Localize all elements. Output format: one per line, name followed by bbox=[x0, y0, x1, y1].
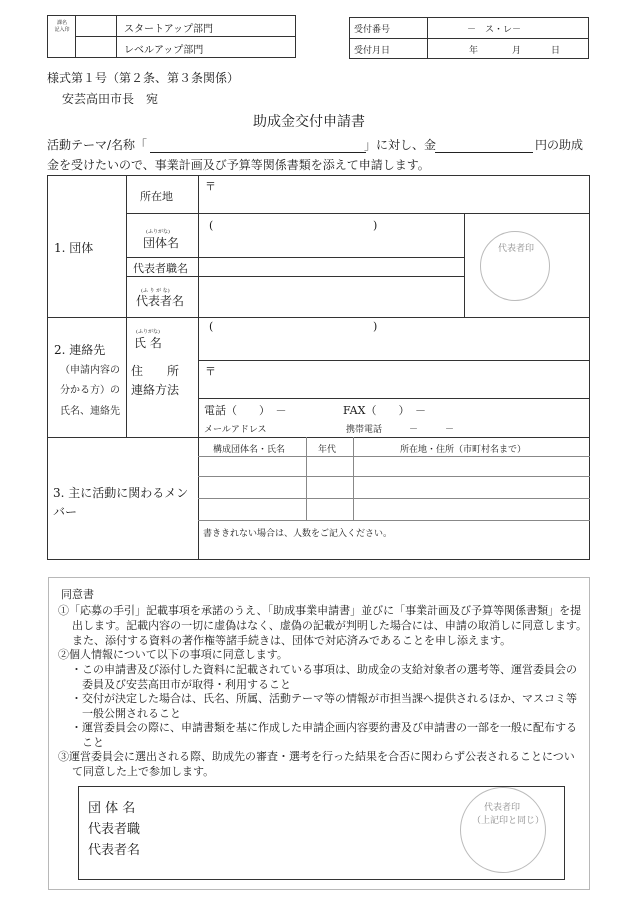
yen-text: 円の助成 bbox=[535, 138, 584, 152]
consent-title: 同意書 bbox=[61, 588, 94, 601]
consent-seal-label: 代表者印 bbox=[484, 803, 521, 813]
sig-org-label: 団 体 名 bbox=[88, 801, 136, 816]
sig-org-input[interactable] bbox=[150, 796, 446, 814]
consent-seal-sub: （上記印と同じ） bbox=[472, 816, 545, 826]
members-row-2[interactable] bbox=[199, 477, 589, 497]
consent-p3-l1: ③運営委員会に選出される際、助成先の審査・選考を行った結果を合否に関わらず公表されることについ bbox=[58, 750, 575, 763]
contact-name-label: 氏 名 bbox=[134, 336, 162, 350]
reception-number-label: 受付番号 bbox=[354, 25, 391, 35]
contact-name-input[interactable] bbox=[202, 337, 586, 357]
section2-sub2: 分かる方）の bbox=[60, 385, 120, 396]
reception-date-label: 受付月日 bbox=[354, 46, 391, 56]
checkbox-levelup[interactable] bbox=[78, 39, 114, 55]
addressee: 安芸高田市長 宛 bbox=[62, 92, 159, 106]
sig-name-input[interactable] bbox=[150, 838, 446, 856]
consent-p1-l3: また、添付する資料の著作権等諸手続きは、団体で対応済みであることを申し添えます。 bbox=[72, 634, 512, 647]
tel-field[interactable]: 電話（ ） － bbox=[204, 404, 287, 417]
contact-paren-open: ( bbox=[209, 320, 214, 333]
consent-p1-l1: ①「応募の手引」記載事項を承諾のうえ、「助成事業申請書」並びに「事業計画及び予算等関係書類」を提 bbox=[58, 604, 582, 617]
stamp-label: 課名 記入印 bbox=[54, 20, 70, 33]
members-note: 書ききれない場合は、人数をご記入ください。 bbox=[203, 529, 393, 539]
contact-address-input[interactable] bbox=[218, 363, 586, 395]
consent-b3-l2: こと bbox=[82, 736, 104, 749]
postal-mark-1: 〒 bbox=[205, 180, 216, 193]
reception-number-value: － ス・レ－ bbox=[467, 25, 522, 35]
consent-b3-l1: ・運営委員会の際に、申請書類を基に作成した申請企画内容要約書及び申請書の一部を一般に配布する bbox=[71, 721, 577, 734]
consent-b1-l2: 委員及び安芸高田市が取得・利用すること bbox=[82, 678, 291, 691]
org-name-input[interactable] bbox=[202, 236, 460, 254]
section3-heading-2: バー bbox=[53, 505, 78, 519]
dept-startup: スタートアップ部門 bbox=[124, 24, 213, 35]
consent-b2-l2: 一般公開されること bbox=[82, 707, 181, 720]
contact-paren-close: ) bbox=[373, 320, 378, 333]
section1-heading: 1. 団体 bbox=[54, 241, 94, 255]
contact-address-label: 住 所 bbox=[131, 364, 180, 378]
org-name-ruby: (ふりがな) bbox=[146, 229, 170, 235]
consent-p1-l2: 出します。記載内容の一切に虚偽はなく、虚偽の記載が判明した場合には、申請の取消しに同意します。 bbox=[72, 619, 588, 632]
members-col-address: 所在地・住所（市町村名まで） bbox=[400, 445, 527, 455]
reception-month: 月 bbox=[512, 46, 522, 56]
intro-line2: 金を受けたいので、事業計画及び予算等関係書類を添えて申請します。 bbox=[47, 158, 430, 172]
theme-close: 」に対し、金 bbox=[364, 138, 437, 152]
section2-sub3: 氏名、連絡先 bbox=[60, 406, 120, 417]
org-name-paren-close: ) bbox=[373, 219, 378, 232]
sig-title-label: 代表者職 bbox=[88, 822, 141, 837]
members-row-3[interactable] bbox=[199, 499, 589, 519]
contact-method-label: 連絡方法 bbox=[131, 383, 180, 397]
dept-levelup: レベルアップ部門 bbox=[124, 45, 204, 56]
page-title: 助成金交付申請書 bbox=[253, 114, 365, 130]
consent-p3-l2: て同意した上で参加します。 bbox=[72, 765, 215, 778]
org-name-paren-open: ( bbox=[209, 219, 214, 232]
sig-title-input[interactable] bbox=[150, 817, 446, 835]
consent-b1-l1: ・この申請書及び添付した資料に記載されている事項は、助成金の支給対象者の選考等、運営委員会の bbox=[71, 663, 577, 676]
section2-heading: 2. 連絡先 bbox=[54, 343, 106, 357]
consent-b2-l1: ・交付が決定した場合は、氏名、所属、活動テーマ等の情報が市担当課へ提供されるほか、マスコミ等 bbox=[71, 692, 577, 705]
theme-label: 活動テーマ/名称「 bbox=[47, 138, 148, 152]
address-label: 所在地 bbox=[140, 190, 173, 203]
consent-p2: ②個人情報について以下の事項に同意します。 bbox=[58, 648, 288, 661]
fax-field[interactable]: FAX（ ） － bbox=[343, 404, 426, 417]
reception-year: 年 bbox=[469, 46, 479, 56]
org-name-label: 団体名 bbox=[143, 236, 180, 250]
contact-name-ruby: (ふりがな) bbox=[136, 329, 160, 335]
members-col-age: 年代 bbox=[318, 445, 337, 455]
rep-title-label: 代表者職名 bbox=[133, 262, 188, 275]
mobile-field[interactable]: 携帯電話 － － bbox=[346, 425, 455, 435]
sig-name-label: 代表者名 bbox=[88, 843, 141, 858]
theme-input[interactable] bbox=[150, 152, 366, 153]
reception-day: 日 bbox=[551, 46, 561, 56]
form-number: 様式第１号（第２条、第３条関係） bbox=[47, 71, 240, 85]
email-field[interactable]: メールアドレス bbox=[204, 425, 267, 435]
org-address-input[interactable] bbox=[218, 178, 586, 210]
postal-mark-2: 〒 bbox=[205, 365, 216, 378]
rep-name-input[interactable] bbox=[202, 280, 460, 314]
members-col-name: 構成団体名・氏名 bbox=[213, 445, 286, 455]
members-row-1[interactable] bbox=[199, 457, 589, 475]
rep-name-ruby: (ふ り が な) bbox=[141, 288, 170, 294]
amount-input[interactable] bbox=[435, 152, 533, 153]
section3-heading-1: 3. 主に活動に関わるメン bbox=[53, 486, 189, 500]
rep-seal-label: 代表者印 bbox=[498, 244, 535, 254]
rep-title-input[interactable] bbox=[202, 259, 460, 274]
section2-sub1: （申請内容の bbox=[60, 365, 120, 376]
rep-name-label: 代表者名 bbox=[136, 294, 185, 308]
checkbox-startup[interactable] bbox=[78, 18, 114, 34]
